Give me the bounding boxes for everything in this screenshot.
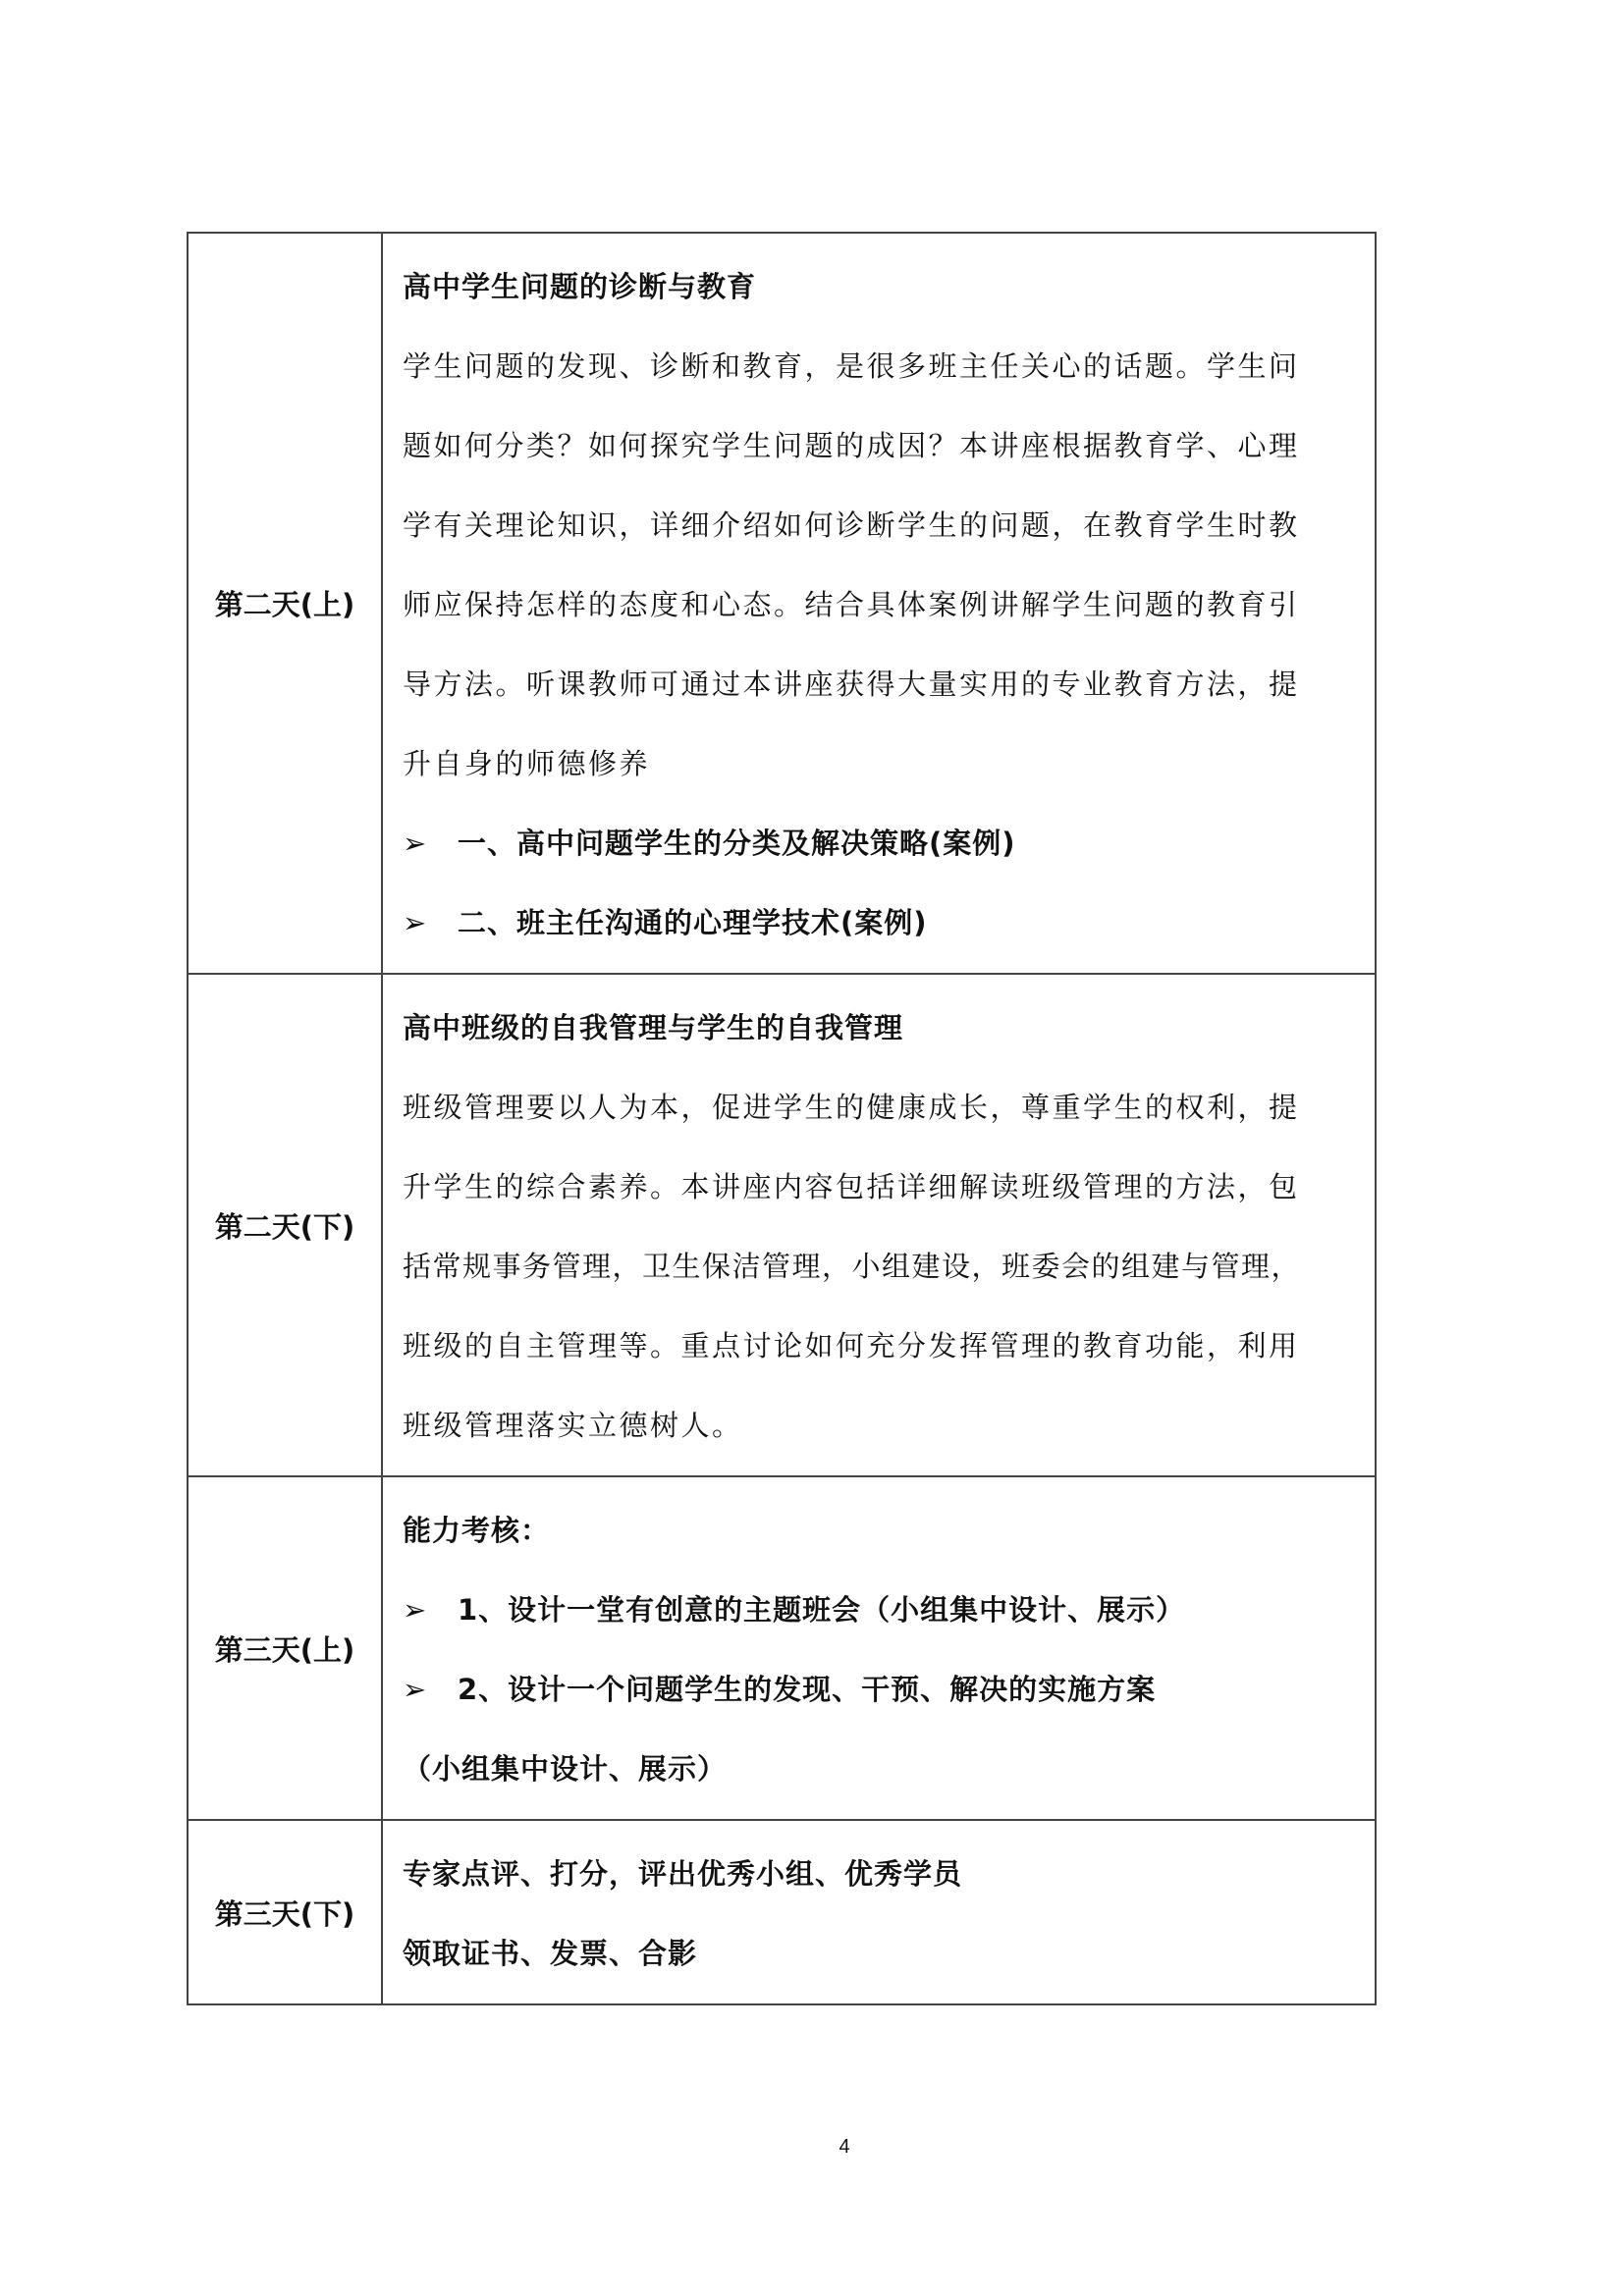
bullet-text: 1、设计一堂有创意的主题班会（小组集中设计、展示）	[458, 1593, 1186, 1627]
session-description-line: 升学生的综合素养。本讲座内容包括详细解读班级管理的方法，包	[403, 1170, 1300, 1203]
day-label: 第三天(上)	[188, 1476, 382, 1820]
session-title: 高中班级的自我管理与学生的自我管理	[403, 1011, 904, 1044]
schedule-table	[187, 232, 1377, 2005]
bullet-text: 2、设计一个问题学生的发现、干预、解决的实施方案	[458, 1673, 1157, 1706]
bullet-text: 二、班主任沟通的心理学技术(案例)	[458, 906, 928, 939]
session-title: 高中学生问题的诊断与教育	[403, 270, 757, 303]
page-number: 4	[839, 2136, 850, 2158]
session-description-line: 括常规事务管理，卫生保洁管理，小组建设，班委会的组建与管理，	[403, 1250, 1302, 1283]
arrow-bullet-icon: ➢	[403, 1673, 428, 1706]
session-description-line: 升自身的师德修养	[403, 747, 651, 780]
arrow-bullet-icon: ➢	[403, 1593, 428, 1627]
bullet-item	[403, 804, 1357, 883]
session-description-line: 班级管理落实立德树人。	[403, 1409, 743, 1442]
bullet-item	[403, 1571, 1357, 1650]
session-title: 能力考核：	[403, 1514, 551, 1547]
schedule-row	[188, 1476, 1376, 1820]
day-label: 第三天(下)	[188, 1820, 382, 2004]
bullet-text: 一、高中问题学生的分类及解决策略(案例)	[458, 827, 1016, 860]
session-content	[382, 1476, 1376, 1820]
session-description-line: 学生问题的发现、诊断和教育，是很多班主任关心的话题。学生问	[403, 349, 1300, 383]
arrow-bullet-icon: ➢	[403, 906, 428, 939]
session-description-line: 师应保持怎样的态度和心态。结合具体案例讲解学生问题的教育引	[403, 588, 1300, 621]
bullet-item	[403, 883, 1357, 963]
session-content	[382, 1820, 1376, 2004]
session-description-line: 学有关理论知识，详细介绍如何诊断学生的问题，在教育学生时教	[403, 508, 1300, 542]
schedule-row	[188, 1820, 1376, 2004]
bullet-continuation: （小组集中设计、展示）	[403, 1752, 728, 1786]
session-content	[382, 233, 1376, 974]
session-description-line: 班级管理要以人为本，促进学生的健康成长，尊重学生的权利，提	[403, 1091, 1300, 1124]
day-label: 第二天(下)	[188, 974, 382, 1476]
session-description-line: 题如何分类？如何探究学生问题的成因？本讲座根据教育学、心理	[403, 429, 1300, 462]
session-description-line: 导方法。听课教师可通过本讲座获得大量实用的专业教育方法，提	[403, 667, 1300, 701]
bullet-item	[403, 1650, 1357, 1730]
session-description-line: 班级的自主管理等。重点讨论如何充分发挥管理的教育功能，利用	[403, 1329, 1300, 1362]
schedule-row	[188, 974, 1376, 1476]
day-label: 第二天(上)	[188, 233, 382, 974]
content-line: 领取证书、发票、合影	[403, 1937, 698, 1970]
content-line: 专家点评、打分，评出优秀小组、优秀学员	[403, 1857, 963, 1891]
session-content	[382, 974, 1376, 1476]
arrow-bullet-icon: ➢	[403, 827, 428, 860]
schedule-row	[188, 233, 1376, 974]
